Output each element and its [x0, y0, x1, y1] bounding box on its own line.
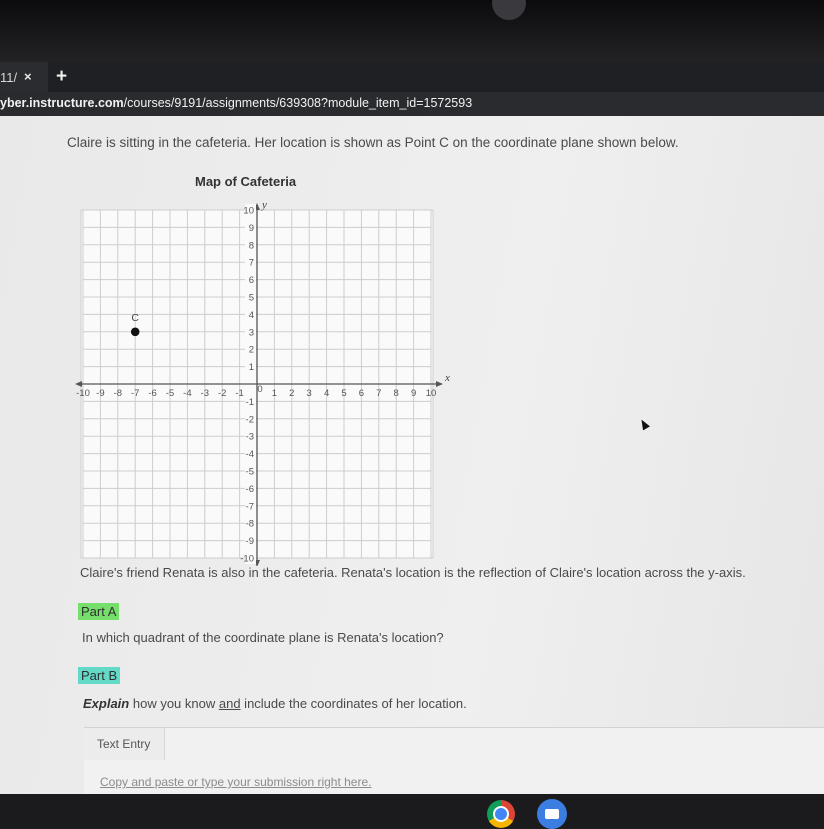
x-tick-label: -3 — [200, 388, 210, 399]
text-entry-tab[interactable] — [84, 728, 165, 760]
os-shelf — [0, 794, 824, 826]
submission-editor[interactable] — [84, 727, 824, 798]
tab-title: 11/ — [0, 70, 18, 85]
x-tick-label: -10 — [76, 388, 90, 399]
part-a-question: In which quadrant of the coordinate plane is Renata's location? — [82, 630, 444, 645]
x-tick-label: -9 — [96, 388, 105, 399]
x-axis-arrow-left — [75, 381, 82, 387]
x-tick-label: 4 — [323, 388, 330, 399]
part-b-mid: how you know — [129, 696, 219, 711]
part-b-label: Part B — [78, 667, 120, 684]
webcam — [492, 0, 526, 20]
y-tick-label: 10 — [243, 205, 254, 217]
laptop-bezel — [0, 0, 824, 62]
browser-tab-bar — [0, 62, 824, 92]
x-tick-label: 10 — [425, 388, 437, 399]
y-tick-label: 5 — [248, 292, 254, 304]
y-tick-label: -5 — [245, 466, 254, 478]
chrome-icon[interactable] — [487, 800, 515, 828]
new-tab-button[interactable]: + — [56, 66, 68, 87]
y-tick-label: -6 — [245, 483, 254, 495]
y-tick-label: 3 — [248, 327, 254, 339]
files-icon[interactable] — [537, 799, 567, 829]
x-tick-label: 2 — [289, 388, 295, 399]
x-axis-label: x — [445, 372, 450, 384]
part-b-question — [83, 696, 467, 711]
question-prompt: Claire is sitting in the cafeteria. Her location is shown as Point C on the coordinate plane shown below. — [67, 135, 679, 150]
y-tick-label: 9 — [248, 222, 254, 234]
y-tick-label: -8 — [245, 518, 254, 530]
x-tick-label: 0 — [257, 384, 263, 395]
y-tick-label: -4 — [245, 449, 254, 461]
x-tick-label: -5 — [165, 388, 175, 399]
y-tick-label: 2 — [248, 344, 254, 356]
y-tick-label: 1 — [248, 362, 254, 374]
and-word: and — [218, 696, 241, 711]
x-tick-label: 3 — [306, 388, 312, 399]
map-title: Map of Cafeteria — [195, 174, 297, 189]
y-tick-label: -1 — [245, 396, 254, 408]
url-text — [0, 96, 472, 110]
x-tick-label: 5 — [341, 388, 347, 399]
x-tick-label: -1 — [235, 388, 244, 399]
x-tick-label: -6 — [148, 388, 157, 399]
coordinate-plane — [0, 116, 824, 566]
y-tick-label: 6 — [248, 275, 254, 287]
x-tick-label: 7 — [376, 388, 382, 399]
point-c-label: C — [131, 311, 139, 324]
y-axis-label: y — [262, 199, 267, 211]
y-tick-label: 8 — [248, 240, 254, 252]
x-tick-label: -8 — [113, 388, 123, 399]
point-c — [131, 328, 140, 337]
y-tick-label: 4 — [248, 309, 254, 321]
explain-word: Explain — [83, 696, 130, 711]
x-tick-label: 9 — [410, 388, 417, 399]
assignment-page — [0, 116, 824, 794]
x-tick-label: -4 — [183, 388, 192, 399]
x-tick-label: -2 — [217, 388, 227, 399]
y-tick-label: -3 — [245, 431, 254, 443]
url-path: /courses/9191/assignments/639308?module_item_id=1572593 — [123, 96, 473, 110]
y-tick-label: 7 — [248, 257, 254, 269]
y-tick-label: -9 — [245, 536, 254, 548]
x-axis-arrow — [436, 381, 443, 387]
y-tick-label: -2 — [245, 414, 254, 426]
x-tick-label: 6 — [358, 388, 365, 399]
x-tick-label: -7 — [130, 388, 140, 399]
close-icon[interactable]: × — [24, 69, 32, 84]
y-tick-label: -10 — [240, 553, 254, 565]
x-tick-label: 1 — [271, 388, 278, 399]
part-a-label: Part A — [78, 603, 119, 620]
url-domain: yber.instructure.com — [0, 96, 124, 110]
part-b-end: include the coordinates of her location. — [240, 696, 467, 711]
x-tick-label: 8 — [393, 388, 399, 399]
y-tick-label: -7 — [245, 501, 254, 513]
text-entry-label: Text Entry — [97, 737, 151, 751]
friend-description: Claire's friend Renata is also in the cafeteria. Renata's location is the reflection of Claire's location across the y-axis. — [80, 565, 746, 580]
address-bar[interactable] — [0, 92, 824, 116]
browser-tab[interactable] — [0, 62, 48, 92]
submission-textarea[interactable]: Copy and paste or type your submission right here. — [100, 775, 372, 789]
